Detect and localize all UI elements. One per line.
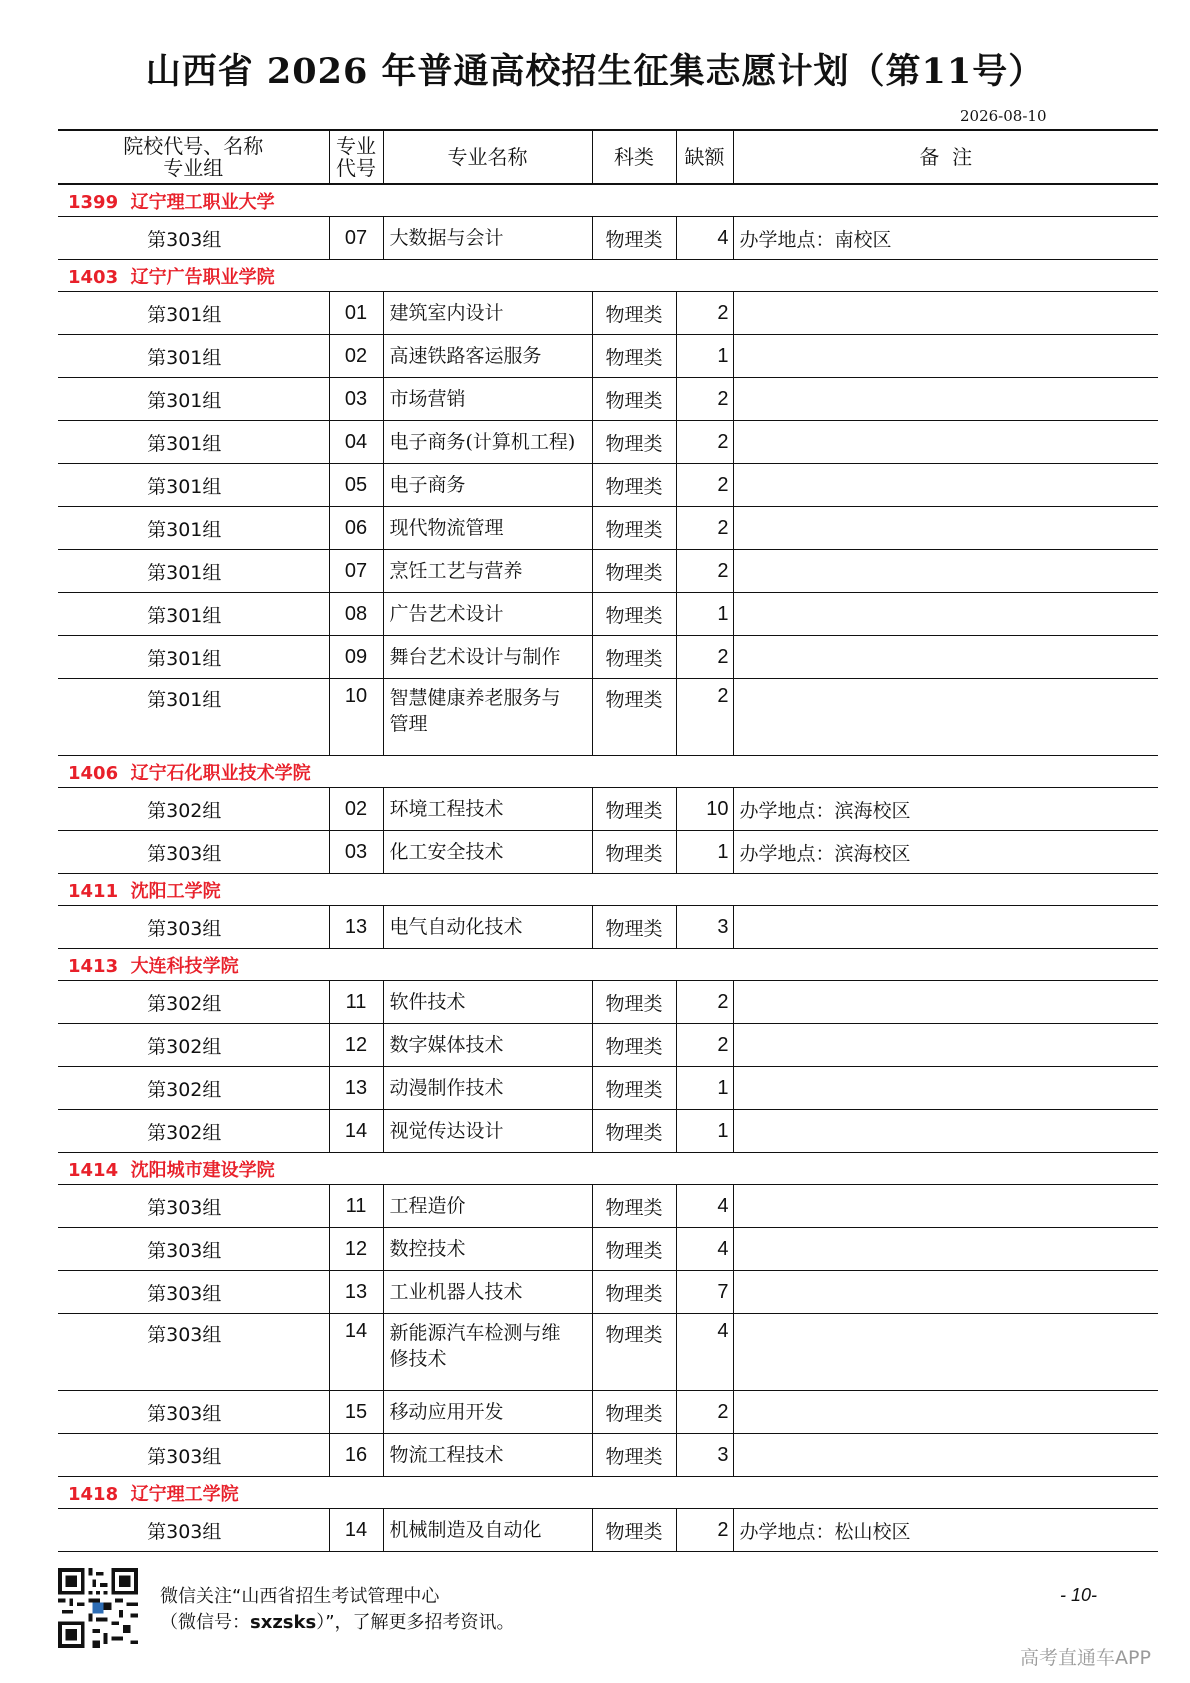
quota-cell: 7 (676, 1271, 733, 1314)
note-cell: 办学地点：滨海校区 (733, 831, 1158, 874)
header-major: 专业名称 (383, 130, 592, 184)
major-name-cell: 电气自动化技术 (383, 906, 592, 949)
plan-table (58, 129, 1158, 1552)
category-cell: 物理类 (592, 550, 676, 593)
major-name-cell: 环境工程技术 (383, 788, 592, 831)
table-row (58, 831, 1158, 874)
major-code-cell: 11 (329, 981, 383, 1024)
table-row (58, 981, 1158, 1024)
quota-cell: 2 (676, 679, 733, 756)
table-row (58, 1067, 1158, 1110)
page-number: - 10- (1060, 1585, 1098, 1605)
major-code-cell: 03 (329, 831, 383, 874)
school-header-row (58, 260, 1158, 292)
quota-cell: 4 (676, 217, 733, 260)
category-cell: 物理类 (592, 593, 676, 636)
school-header-row (58, 1153, 1158, 1185)
note-cell (733, 550, 1158, 593)
major-name-cell: 数控技术 (383, 1228, 592, 1271)
quota-cell: 4 (676, 1314, 733, 1391)
table-row (58, 679, 1158, 756)
category-cell: 物理类 (592, 831, 676, 874)
table-row (58, 335, 1158, 378)
footer-note (160, 1584, 515, 1636)
major-code-cell: 02 (329, 788, 383, 831)
group-cell: 第302组 (58, 1110, 329, 1153)
footer-line-2-suffix: ）”，了解更多招考资讯。 (316, 1612, 515, 1633)
major-name-cell: 软件技术 (383, 981, 592, 1024)
group-cell: 第301组 (58, 421, 329, 464)
quota-cell: 2 (676, 421, 733, 464)
major-name-cell: 动漫制作技术 (383, 1067, 592, 1110)
footer-line-1: 微信关注“山西省招生考试管理中心 (160, 1586, 440, 1607)
note-cell (733, 507, 1158, 550)
school-header-row (58, 1477, 1158, 1509)
major-name-cell: 广告艺术设计 (383, 593, 592, 636)
school-header-row (58, 756, 1158, 788)
table-row (58, 1228, 1158, 1271)
group-cell: 第301组 (58, 636, 329, 679)
major-code-cell: 05 (329, 464, 383, 507)
quota-cell: 1 (676, 1067, 733, 1110)
major-name-cell: 工程造价 (383, 1185, 592, 1228)
header-note: 备 注 (733, 130, 1158, 184)
quota-cell: 2 (676, 1509, 733, 1552)
group-cell: 第301组 (58, 335, 329, 378)
quota-cell: 2 (676, 292, 733, 335)
category-cell: 物理类 (592, 1509, 676, 1552)
table-row (58, 421, 1158, 464)
major-name-cell: 电子商务 (383, 464, 592, 507)
group-cell: 第301组 (58, 464, 329, 507)
group-cell: 第303组 (58, 1509, 329, 1552)
note-cell (733, 1391, 1158, 1434)
school-name: 1414 沈阳城市建设学院 (58, 1153, 1158, 1185)
header-code: 专业 代号 (329, 130, 383, 184)
category-cell: 物理类 (592, 1228, 676, 1271)
group-cell: 第302组 (58, 981, 329, 1024)
note-cell: 办学地点：松山校区 (733, 1509, 1158, 1552)
category-cell: 物理类 (592, 636, 676, 679)
major-name-cell: 烹饪工艺与营养 (383, 550, 592, 593)
table-row (58, 378, 1158, 421)
category-cell: 物理类 (592, 1067, 676, 1110)
header-quota: 缺额 (676, 130, 733, 184)
major-code-cell: 16 (329, 1434, 383, 1477)
major-name-cell: 化工安全技术 (383, 831, 592, 874)
note-cell (733, 1271, 1158, 1314)
group-cell: 第301组 (58, 593, 329, 636)
category-cell: 物理类 (592, 981, 676, 1024)
major-code-cell: 07 (329, 217, 383, 260)
group-cell: 第301组 (58, 292, 329, 335)
table-row (58, 507, 1158, 550)
major-name-cell: 市场营销 (383, 378, 592, 421)
table-row (58, 292, 1158, 335)
table-row (58, 464, 1158, 507)
major-code-cell: 13 (329, 906, 383, 949)
major-code-cell: 14 (329, 1314, 383, 1391)
table-body (58, 184, 1158, 1552)
quota-cell: 2 (676, 981, 733, 1024)
group-cell: 第301组 (58, 507, 329, 550)
category-cell: 物理类 (592, 1185, 676, 1228)
category-cell: 物理类 (592, 335, 676, 378)
table-row (58, 593, 1158, 636)
table-row (58, 1110, 1158, 1153)
major-code-cell: 15 (329, 1391, 383, 1434)
group-cell: 第303组 (58, 1271, 329, 1314)
group-cell: 第302组 (58, 788, 329, 831)
major-code-cell: 12 (329, 1228, 383, 1271)
note-cell (733, 292, 1158, 335)
footer-line-2-prefix: （微信号： (160, 1612, 250, 1633)
category-cell: 物理类 (592, 1110, 676, 1153)
group-cell: 第301组 (58, 550, 329, 593)
major-name-cell: 物流工程技术 (383, 1434, 592, 1477)
quota-cell: 2 (676, 507, 733, 550)
category-cell: 物理类 (592, 1314, 676, 1391)
category-cell: 物理类 (592, 1271, 676, 1314)
major-name-cell: 智慧健康养老服务与 管理 (383, 679, 592, 756)
quota-cell: 1 (676, 335, 733, 378)
school-header-row (58, 874, 1158, 906)
table-header-row (58, 130, 1158, 184)
note-cell (733, 1314, 1158, 1391)
group-cell: 第301组 (58, 679, 329, 756)
note-cell (733, 1067, 1158, 1110)
major-code-cell: 07 (329, 550, 383, 593)
table-row (58, 788, 1158, 831)
major-name-cell: 舞台艺术设计与制作 (383, 636, 592, 679)
major-code-cell: 08 (329, 593, 383, 636)
quota-cell: 1 (676, 1110, 733, 1153)
major-name-cell: 高速铁路客运服务 (383, 335, 592, 378)
group-cell: 第303组 (58, 1228, 329, 1271)
major-name-cell: 大数据与会计 (383, 217, 592, 260)
note-cell (733, 906, 1158, 949)
wechat-id: sxzsks (250, 1612, 317, 1633)
group-cell: 第303组 (58, 831, 329, 874)
table-row (58, 217, 1158, 260)
major-code-cell: 10 (329, 679, 383, 756)
table-row (58, 1314, 1158, 1391)
school-header-row (58, 949, 1158, 981)
school-name: 1413 大连科技学院 (58, 949, 1158, 981)
quota-cell: 4 (676, 1228, 733, 1271)
major-code-cell: 12 (329, 1024, 383, 1067)
group-cell: 第303组 (58, 1314, 329, 1391)
page-title: 山西省 2026 年普通高校招生征集志愿计划（第11号） (145, 51, 1045, 92)
quota-cell: 2 (676, 550, 733, 593)
major-code-cell: 11 (329, 1185, 383, 1228)
major-code-cell: 13 (329, 1067, 383, 1110)
table-row (58, 1024, 1158, 1067)
category-cell: 物理类 (592, 1024, 676, 1067)
major-name-cell: 机械制造及自动化 (383, 1509, 592, 1552)
note-cell: 办学地点：南校区 (733, 217, 1158, 260)
publish-date: 2026-08-10 (960, 107, 1047, 125)
plan-table-container (58, 129, 1158, 1552)
note-cell (733, 378, 1158, 421)
quota-cell: 2 (676, 1024, 733, 1067)
header-school: 院校代号、名称 专业组 (58, 130, 329, 184)
quota-cell: 3 (676, 906, 733, 949)
note-cell (733, 679, 1158, 756)
major-code-cell: 13 (329, 1271, 383, 1314)
note-cell: 办学地点：滨海校区 (733, 788, 1158, 831)
quota-cell: 1 (676, 831, 733, 874)
note-cell (733, 1110, 1158, 1153)
note-cell (733, 421, 1158, 464)
major-name-cell: 电子商务(计算机工程) (383, 421, 592, 464)
major-name-cell: 建筑室内设计 (383, 292, 592, 335)
quota-cell: 2 (676, 636, 733, 679)
note-cell (733, 636, 1158, 679)
table-row (58, 550, 1158, 593)
category-cell: 物理类 (592, 217, 676, 260)
category-cell: 物理类 (592, 378, 676, 421)
category-cell: 物理类 (592, 1391, 676, 1434)
school-name: 1406 辽宁石化职业技术学院 (58, 756, 1158, 788)
quota-cell: 10 (676, 788, 733, 831)
major-name-cell: 数字媒体技术 (383, 1024, 592, 1067)
category-cell: 物理类 (592, 906, 676, 949)
watermark: 高考直通车APP (1020, 1647, 1151, 1669)
footer-line-2 (160, 1610, 515, 1636)
major-name-cell: 现代物流管理 (383, 507, 592, 550)
table-row (58, 636, 1158, 679)
school-name: 1411 沈阳工学院 (58, 874, 1158, 906)
major-code-cell: 14 (329, 1110, 383, 1153)
note-cell (733, 593, 1158, 636)
major-name-cell: 视觉传达设计 (383, 1110, 592, 1153)
table-row (58, 1509, 1158, 1552)
major-code-cell: 09 (329, 636, 383, 679)
group-cell: 第303组 (58, 906, 329, 949)
quota-cell: 2 (676, 378, 733, 421)
category-cell: 物理类 (592, 1434, 676, 1477)
school-name: 1418 辽宁理工学院 (58, 1477, 1158, 1509)
quota-cell: 2 (676, 1391, 733, 1434)
category-cell: 物理类 (592, 507, 676, 550)
major-code-cell: 03 (329, 378, 383, 421)
note-cell (733, 1185, 1158, 1228)
qr-code-image (58, 1568, 138, 1648)
group-cell: 第303组 (58, 217, 329, 260)
quota-cell: 3 (676, 1434, 733, 1477)
group-cell: 第303组 (58, 1391, 329, 1434)
quota-cell: 2 (676, 464, 733, 507)
group-cell: 第301组 (58, 378, 329, 421)
note-cell (733, 981, 1158, 1024)
school-name: 1403 辽宁广告职业学院 (58, 260, 1158, 292)
major-name-cell: 移动应用开发 (383, 1391, 592, 1434)
group-cell: 第303组 (58, 1185, 329, 1228)
category-cell: 物理类 (592, 464, 676, 507)
note-cell (733, 464, 1158, 507)
school-name: 1399 辽宁理工职业大学 (58, 184, 1158, 217)
category-cell: 物理类 (592, 421, 676, 464)
note-cell (733, 1434, 1158, 1477)
major-code-cell: 01 (329, 292, 383, 335)
major-code-cell: 06 (329, 507, 383, 550)
category-cell: 物理类 (592, 679, 676, 756)
category-cell: 物理类 (592, 788, 676, 831)
school-header-row (58, 184, 1158, 217)
table-row (58, 1185, 1158, 1228)
header-category: 科类 (592, 130, 676, 184)
table-row (58, 906, 1158, 949)
table-row (58, 1434, 1158, 1477)
major-name-cell: 新能源汽车检测与维 修技术 (383, 1314, 592, 1391)
major-code-cell: 02 (329, 335, 383, 378)
note-cell (733, 335, 1158, 378)
group-cell: 第303组 (58, 1434, 329, 1477)
quota-cell: 1 (676, 593, 733, 636)
note-cell (733, 1024, 1158, 1067)
group-cell: 第302组 (58, 1024, 329, 1067)
table-row (58, 1391, 1158, 1434)
major-name-cell: 工业机器人技术 (383, 1271, 592, 1314)
note-cell (733, 1228, 1158, 1271)
table-row (58, 1271, 1158, 1314)
category-cell: 物理类 (592, 292, 676, 335)
quota-cell: 4 (676, 1185, 733, 1228)
major-code-cell: 14 (329, 1509, 383, 1552)
group-cell: 第302组 (58, 1067, 329, 1110)
major-code-cell: 04 (329, 421, 383, 464)
